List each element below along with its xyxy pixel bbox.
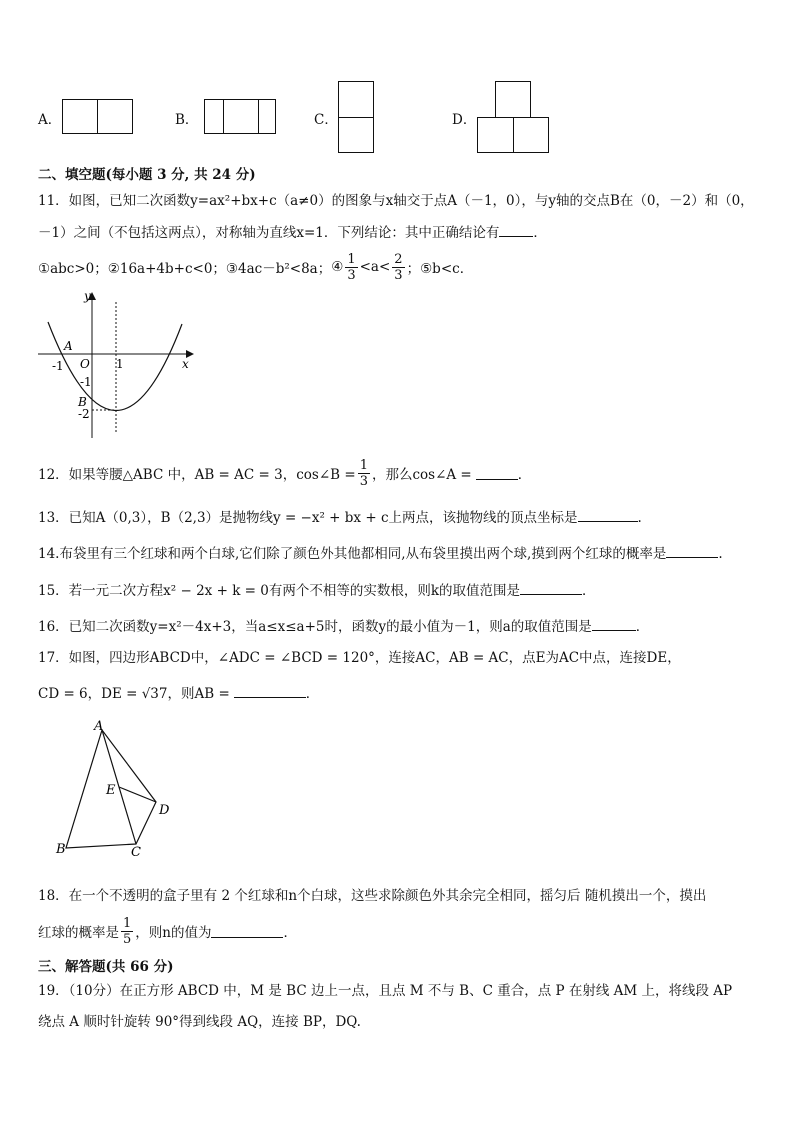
option-b-label: B．	[175, 112, 199, 128]
q18-fraction: $\frac{1}{5}$	[123, 915, 132, 947]
option-d-label: D．	[452, 112, 477, 128]
vertex-c-label: C	[131, 845, 141, 859]
q13: 13．已知A（0,3），B（2,3）是抛物线y = −x² + bx + c上两点，该抛物线的顶点坐标是 .	[38, 510, 642, 526]
q19-line1: 19．（10分）在正方形 ABCD 中，M 是 BC 边上一点，且点 M 不与 B、C 重合，点 P 在射线 AM 上，将线段 AP	[38, 983, 733, 999]
point-e-label: E	[106, 783, 116, 798]
vertex-a-label: A	[94, 719, 104, 734]
q15: 15．若一元二次方程x² − 2x + k = 0有两个不相等的实数根，则k的取值范围是 ．	[38, 583, 596, 599]
q11-answer-blank	[499, 224, 533, 237]
q11-line2: －1）之间（不包括这两点），对称轴为直线x=1．下列结论：其中正确结论有 ．	[38, 225, 547, 241]
q19-line2: 绕点 A 顺时针旋转 90°得到线段 AQ，连接 BP，DQ.	[38, 1014, 361, 1030]
q12-fraction: $\frac{1}{3}$	[359, 457, 368, 489]
point-b-label: B	[78, 395, 87, 409]
origin-label: O	[80, 357, 90, 371]
q11-parabola-graph	[34, 288, 204, 440]
parabola-curve	[48, 322, 182, 411]
q13-answer-blank	[578, 509, 638, 522]
point-a-label: A	[64, 339, 73, 353]
y-axis-label: y	[84, 289, 91, 303]
q14-answer-blank	[666, 545, 718, 558]
q16: 16．已知二次函数y=x²－4x+3，当a≤x≤a+5时，函数y的最小值为－1，则a的取值范围是 ．	[38, 619, 650, 635]
y-tick-neg2: -2	[78, 407, 90, 421]
q18-answer-blank	[211, 925, 283, 938]
vertex-d-label: D	[159, 803, 170, 818]
q17-quadrilateral-figure	[50, 714, 180, 859]
q15-answer-blank	[520, 582, 582, 595]
x-axis-label: x	[182, 357, 189, 371]
x-tick-neg1: -1	[52, 359, 64, 373]
q17-answer-blank	[234, 685, 306, 698]
x-tick-1: 1	[116, 357, 124, 371]
q18-line1: 18．在一个不透明的盒子里有 2 个红球和n个白球，这些求除颜色外其余完全相同，摇匀后 随机摸出一个，摸出	[38, 888, 707, 904]
section2-title: 二、填空题(每小题 3 分, 共 24 分)	[38, 167, 256, 183]
q17-line1: 17．如图，四边形ABCD中，∠ADC = ∠BCD = 120°，连接AC，AB = AC，点E为AC中点，连接DE，	[38, 650, 681, 666]
q11-fraction-one-third: $\frac{1}{3}$	[347, 251, 356, 283]
option-a-label: A．	[38, 112, 62, 128]
q12: 12．如果等腰△ABC 中，AB = AC = 3，cos∠B = $\frac{1}{3}$ ，那么cos∠A = ．	[38, 457, 532, 489]
q11-choices: ①abc>0； ②16a+4b+c<0； ③4ac－b²<8a； ④ $\frac{1}{3}$ <a< $\frac{2}{3}$ ； ⑤b<c．	[38, 251, 474, 283]
q11-line1: 11．如图，已知二次函数y=ax²+bx+c（a≠0）的图象与x轴交于点A（－1，0），与y轴的交点B在（0，－2）和（0，	[38, 193, 754, 209]
vertex-b-label: B	[56, 842, 66, 857]
y-tick-neg1: -1	[80, 375, 92, 389]
q14: 14.布袋里有三个红球和两个白球,它们除了颜色外其他都相同,从布袋里摸出两个球,摸到两个红球的概率是 .	[38, 546, 723, 562]
option-c-label: C．	[314, 112, 338, 128]
section3-title: 三、解答题(共 66 分)	[38, 959, 174, 975]
q18-line2: 红球的概率是 $\frac{1}{5}$ ，则n的值为 ．	[38, 915, 297, 947]
q11-fraction-two-thirds: $\frac{2}{3}$	[394, 251, 403, 283]
q12-answer-blank	[476, 467, 518, 480]
q17-line2: CD = 6，DE = √37，则AB = ．	[38, 686, 320, 702]
q16-answer-blank	[592, 618, 636, 631]
